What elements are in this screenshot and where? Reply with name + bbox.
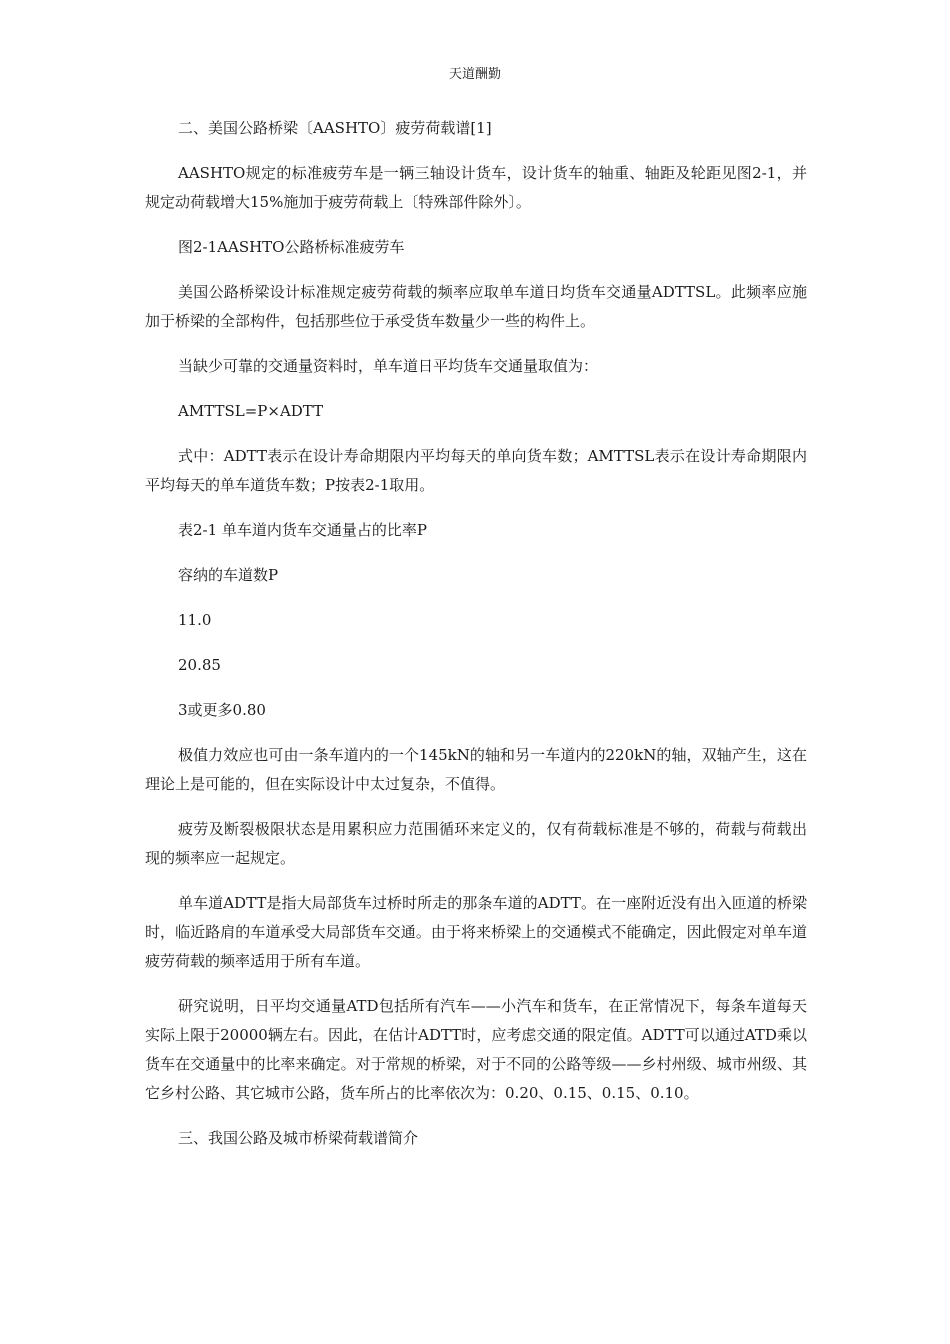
page-header: 天道酬勤 (448, 67, 501, 82)
section-heading-aashto: 二、美国公路桥梁〔AASHTO〕疲劳荷载谱[1] (178, 119, 492, 137)
table-header-row: 容纳的车道数P (178, 566, 279, 584)
paragraph-formula-definition: 式中：ADTT表示在设计寿命期限内平均每天的单向货车数；AMTTSL表示在设计寿命期限内平均每天的单车道货车数；P按表2-1取用。 (145, 447, 807, 494)
paragraph-research-atd: 研究说明，日平均交通量ATD包括所有汽车——小汽车和货车，在正常情况下，每条车道每天实际上限于20000辆左右。因此，在估计ADTT时，应考虑交通的限定值。ADTT可以通过ATD乘以货车在交通量中的比率来确定。对于常规的桥梁，对于不同的公路等级——乡村州级、城市州级、其它乡村公路、其它城市公路，货车所占的比率依次为：0.20、0.15、0.15、0.10。 (145, 997, 807, 1102)
paragraph-fatigue-frequency: 美国公路桥梁设计标准规定疲劳荷载的频率应取单车道日均货车交通量ADTTSL。此频率应施加于桥梁的全部构件，包括那些位于承受货车数量少一些的构件上。 (145, 283, 807, 330)
paragraph-fatigue-limit-state: 疲劳及断裂极限状态是用累积应力范围循环来定义的，仅有荷载标准是不够的，荷载与荷载出现的频率应一起规定。 (145, 820, 807, 867)
paragraph-traffic-data: 当缺少可靠的交通量资料时，单车道日平均货车交通量取值为： (178, 357, 599, 375)
paragraph-extreme-force: 极值力效应也可由一条车道内的一个145kN的轴和另一车道内的220kN的轴，双轴产生，这在理论上是可能的，但在实际设计中太过复杂，不值得。 (145, 746, 807, 793)
figure-caption: 图2-1AASHTO公路桥标准疲劳车 (178, 238, 405, 256)
paragraph-standard-fatigue-truck: AASHTO规定的标准疲劳车是一辆三轴设计货车，设计货车的轴重、轴距及轮距见图2-1，并规定动荷载增大15%施加于疲劳荷载上〔特殊部件除外〕。 (145, 164, 807, 211)
document-body (145, 114, 807, 1169)
table-row: 20.85 (178, 656, 221, 674)
table-caption: 表2-1 单车道内货车交通量占的比率P (178, 521, 428, 539)
formula: AMTTSL=P×ADTT (178, 402, 324, 420)
table-row: 11.0 (178, 611, 212, 629)
section-heading-china: 三、我国公路及城市桥梁荷载谱简介 (178, 1129, 419, 1147)
table-row: 3或更多0.80 (178, 701, 266, 719)
paragraph-single-lane-adtt: 单车道ADTT是指大局部货车过桥时所走的那条车道的ADTT。在一座附近没有出入匝道的桥梁时，临近路肩的车道承受大局部货车交通。由于将来桥梁上的交通模式不能确定，因此假定对单车道疲劳荷载的频率适用于所有车道。 (145, 894, 807, 970)
